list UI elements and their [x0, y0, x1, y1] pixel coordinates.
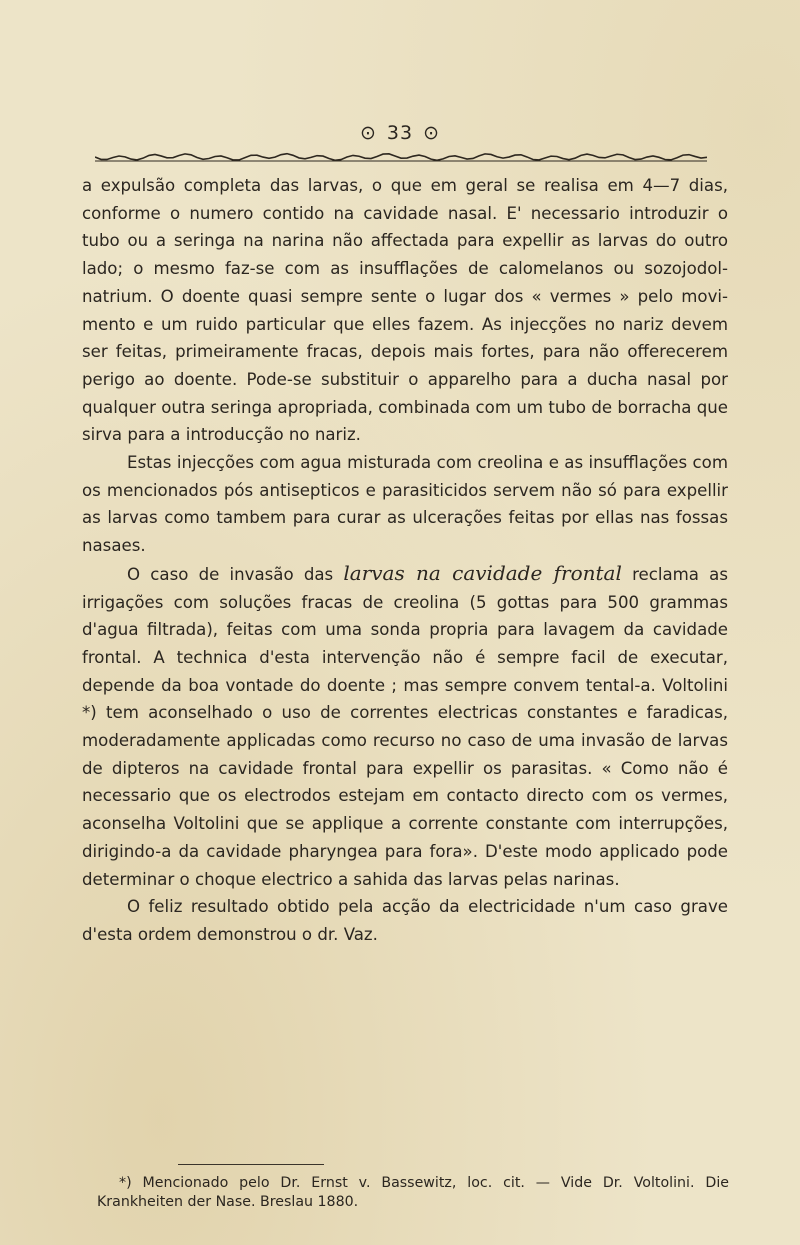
paragraph-3-start: O caso de invasão das — [127, 564, 344, 584]
paragraph-3-rest: reclama as irrigações com soluções fracas de creolina (5 gottas para 500 grammas d'agua filtrada), feitas com uma sonda propria para lavagem da cavidade frontal. A technica d'esta intervenção não é sempre facil de executar, depende da boa vontade do doente ; mas sempre convem tental-a. Voltolini *) tem aconselhado o uso de correntes electricas constantes e faradicas, moderadamente applicadas como recurso no caso de uma invasão de larvas de dipteros na cavidade frontal para expellir os parasitas. « Como não é necessario que os electrodos estejam em contacto directo com os vermes, aconselha Voltolini que se applique a corrente constante com interrupções, dirigindo-a da cavidade pharyngea para fora». D'este modo applicado pode determinar o choque electrico a sahida das larvas pelas narinas. — [82, 564, 728, 889]
page-header — [0, 122, 800, 144]
paragraph-2: Estas injecções com agua misturada com creolina e as insufflações com os mencionados pós antisepticos e parasiticidos servem não só para expellir as larvas como tambem para curar as ulcerações feitas por ellas nas fossas nasaes. — [82, 453, 728, 556]
paragraph-4: O feliz resultado obtido pela acção da electricidade n'um caso grave d'esta ordem demonstrou o dr. Vaz. — [82, 897, 728, 944]
footnote — [97, 1174, 729, 1212]
paragraph-1: a expulsão completa das larvas, o que em geral se realisa em 4—7 dias, conforme o numero contido na cavidade nasal. E' necessario introduzir o tubo ou a seringa na narina não affectada para expellir as larvas do outro lado; o mesmo faz-se com as insufflações de calomelanos ou sozojodol-natrium. O doente quasi sempre sente o lugar dos « vermes » pelo movimento e um ruido particular que elles fazem. As injecções no nariz devem ser feitas, primeiramente fracas, depois mais fortes, para não offerecerem perigo ao doente. Pode-se substituir o apparelho para a ducha nasal por qualquer outra seringa apropriada, combinada com um tubo de borracha que sirva para a introducção no nariz. — [82, 176, 728, 445]
paragraph-3 — [82, 560, 728, 893]
emphasized-heading: larvas na cavidade frontal — [343, 560, 622, 585]
left-ornament-icon: ⊙ — [359, 122, 377, 144]
right-ornament-icon: ⊙ — [423, 122, 441, 144]
ornamental-rule — [95, 150, 707, 162]
footnote-text: *) Mencionado pelo Dr. Ernst v. Bassewitz, loc. cit. — Vide Dr. Voltolini. Die Krankheiten der Nase. Breslau 1880. — [97, 1175, 729, 1210]
body-text — [82, 172, 728, 949]
page-number: 33 — [386, 122, 414, 144]
footnote-divider — [178, 1164, 324, 1165]
